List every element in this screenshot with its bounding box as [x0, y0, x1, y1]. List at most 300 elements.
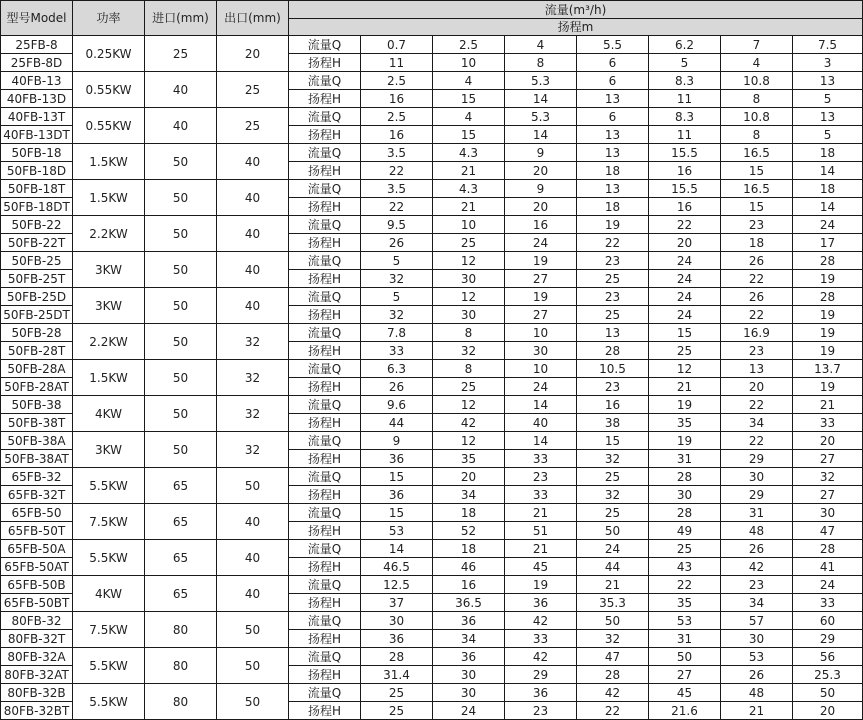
head-label: 扬程H	[289, 198, 361, 216]
flow-value-cell: 13	[721, 360, 793, 378]
head-label: 扬程H	[289, 630, 361, 648]
flow-value-cell: 50	[649, 648, 721, 666]
flow-value-cell: 5	[361, 288, 433, 306]
head-value-cell: 33	[505, 450, 577, 468]
head-value-cell: 33	[793, 594, 863, 612]
head-value-cell: 50	[577, 522, 649, 540]
flow-label: 流量Q	[289, 468, 361, 486]
flow-value-cell: 21	[577, 576, 649, 594]
flow-label: 流量Q	[289, 360, 361, 378]
head-value-cell: 24	[649, 270, 721, 288]
head-value-cell: 25	[577, 306, 649, 324]
outlet-cell: 32	[217, 432, 289, 468]
flow-value-cell: 6	[577, 72, 649, 90]
flow-value-cell: 42	[577, 684, 649, 702]
head-label: 扬程H	[289, 414, 361, 432]
flow-value-cell: 25	[577, 468, 649, 486]
flow-value-cell: 5.3	[505, 72, 577, 90]
flow-value-cell: 5.5	[577, 36, 649, 54]
head-label: 扬程H	[289, 666, 361, 684]
head-value-cell: 26	[721, 666, 793, 684]
head-value-cell: 15	[721, 198, 793, 216]
flow-value-cell: 48	[721, 684, 793, 702]
flow-value-cell: 13	[577, 324, 649, 342]
table-row	[1, 684, 863, 702]
outlet-cell: 25	[217, 108, 289, 144]
power-cell: 1.5KW	[73, 144, 145, 180]
flow-value-cell: 50	[793, 684, 863, 702]
flow-value-cell: 15	[577, 432, 649, 450]
flow-value-cell: 14	[505, 432, 577, 450]
flow-value-cell: 15	[649, 324, 721, 342]
flow-value-cell: 30	[721, 468, 793, 486]
head-value-cell: 11	[649, 126, 721, 144]
flow-label: 流量Q	[289, 216, 361, 234]
head-value-cell: 48	[721, 522, 793, 540]
table-row	[1, 360, 863, 378]
head-value-cell: 25	[649, 342, 721, 360]
model-cell: 50FB-25	[1, 252, 73, 270]
model-cell: 80FB-32	[1, 612, 73, 630]
flow-label: 流量Q	[289, 396, 361, 414]
head-value-cell: 27	[793, 486, 863, 504]
flow-label: 流量Q	[289, 36, 361, 54]
inlet-cell: 80	[145, 648, 217, 684]
flow-value-cell: 22	[721, 432, 793, 450]
flow-value-cell: 3.5	[361, 144, 433, 162]
power-cell: 2.2KW	[73, 324, 145, 360]
head-value-cell: 19	[793, 342, 863, 360]
power-cell: 5.5KW	[73, 648, 145, 684]
power-cell: 4KW	[73, 576, 145, 612]
inlet-cell: 50	[145, 180, 217, 216]
flow-value-cell: 19	[505, 288, 577, 306]
flow-value-cell: 5	[361, 252, 433, 270]
model-cell: 50FB-28AT	[1, 378, 73, 396]
flow-value-cell: 53	[649, 612, 721, 630]
head-value-cell: 21	[721, 702, 793, 720]
flow-value-cell: 5.3	[505, 108, 577, 126]
head-value-cell: 28	[577, 666, 649, 684]
power-cell: 7.5KW	[73, 504, 145, 540]
flow-value-cell: 21	[505, 504, 577, 522]
inlet-cell: 40	[145, 108, 217, 144]
outlet-cell: 32	[217, 396, 289, 432]
outlet-cell: 40	[217, 180, 289, 216]
head-value-cell: 27	[505, 306, 577, 324]
head-value-cell: 34	[433, 630, 505, 648]
flow-value-cell: 28	[793, 288, 863, 306]
head-label: 扬程H	[289, 450, 361, 468]
head-value-cell: 23	[721, 342, 793, 360]
head-value-cell: 35.3	[577, 594, 649, 612]
flow-value-cell: 28	[793, 540, 863, 558]
head-label: 扬程H	[289, 270, 361, 288]
model-cell: 50FB-38	[1, 396, 73, 414]
flow-value-cell: 19	[577, 216, 649, 234]
inlet-cell: 50	[145, 360, 217, 396]
head-value-cell: 44	[577, 558, 649, 576]
head-value-cell: 25	[577, 270, 649, 288]
head-value-cell: 44	[361, 414, 433, 432]
flow-value-cell: 21	[793, 396, 863, 414]
flow-value-cell: 28	[649, 468, 721, 486]
flow-value-cell: 2.5	[361, 108, 433, 126]
model-cell: 65FB-50T	[1, 522, 73, 540]
head-value-cell: 14	[793, 198, 863, 216]
model-cell: 80FB-32B	[1, 684, 73, 702]
power-cell: 4KW	[73, 396, 145, 432]
head-value-cell: 32	[361, 270, 433, 288]
flow-value-cell: 20	[433, 468, 505, 486]
flow-value-cell: 8.3	[649, 72, 721, 90]
flow-value-cell: 24	[793, 216, 863, 234]
power-cell: 3KW	[73, 252, 145, 288]
head-value-cell: 36	[361, 450, 433, 468]
flow-value-cell: 9	[505, 180, 577, 198]
head-value-cell: 36	[361, 630, 433, 648]
table-row	[1, 144, 863, 162]
head-value-cell: 31	[649, 630, 721, 648]
flow-value-cell: 25	[577, 504, 649, 522]
power-cell: 1.5KW	[73, 360, 145, 396]
head-value-cell: 30	[721, 630, 793, 648]
flow-value-cell: 22	[649, 576, 721, 594]
flow-value-cell: 4	[505, 36, 577, 54]
inlet-cell: 50	[145, 432, 217, 468]
table-row	[1, 612, 863, 630]
head-value-cell: 8	[505, 54, 577, 72]
head-value-cell: 13	[577, 126, 649, 144]
outlet-cell: 40	[217, 576, 289, 612]
flow-value-cell: 4.3	[433, 180, 505, 198]
flow-label: 流量Q	[289, 180, 361, 198]
head-value-cell: 22	[577, 702, 649, 720]
outlet-cell: 40	[217, 288, 289, 324]
flow-value-cell: 19	[649, 396, 721, 414]
head-value-cell: 3	[793, 54, 863, 72]
flow-value-cell: 19	[793, 324, 863, 342]
head-value-cell: 19	[793, 306, 863, 324]
head-value-cell: 35	[433, 450, 505, 468]
table-row	[1, 180, 863, 198]
head-value-cell: 34	[721, 594, 793, 612]
head-value-cell: 13	[577, 90, 649, 108]
flow-value-cell: 25	[649, 540, 721, 558]
power-cell: 0.25KW	[73, 36, 145, 72]
head-value-cell: 19	[793, 378, 863, 396]
flow-value-cell: 45	[649, 684, 721, 702]
flow-value-cell: 24	[793, 576, 863, 594]
head-value-cell: 20	[649, 234, 721, 252]
flow-label: 流量Q	[289, 612, 361, 630]
flow-value-cell: 13.7	[793, 360, 863, 378]
model-cell: 25FB-8D	[1, 54, 73, 72]
head-value-cell: 35	[649, 414, 721, 432]
header-power: 功率	[73, 1, 145, 36]
flow-value-cell: 42	[505, 648, 577, 666]
head-value-cell: 32	[577, 450, 649, 468]
flow-value-cell: 56	[793, 648, 863, 666]
flow-label: 流量Q	[289, 648, 361, 666]
flow-value-cell: 19	[649, 432, 721, 450]
head-value-cell: 18	[577, 162, 649, 180]
flow-value-cell: 4	[433, 72, 505, 90]
head-value-cell: 21.6	[649, 702, 721, 720]
head-label: 扬程H	[289, 594, 361, 612]
head-value-cell: 36	[505, 594, 577, 612]
header-flow: 流量(m³/h)	[289, 1, 863, 19]
table-row	[1, 504, 863, 522]
flow-value-cell: 28	[361, 648, 433, 666]
inlet-cell: 50	[145, 396, 217, 432]
head-value-cell: 51	[505, 522, 577, 540]
flow-value-cell: 36	[433, 648, 505, 666]
table-row	[1, 576, 863, 594]
power-cell: 5.5KW	[73, 468, 145, 504]
head-value-cell: 14	[505, 126, 577, 144]
head-value-cell: 24	[505, 234, 577, 252]
head-value-cell: 20	[793, 702, 863, 720]
head-value-cell: 19	[793, 270, 863, 288]
model-cell: 65FB-50	[1, 504, 73, 522]
head-value-cell: 14	[505, 90, 577, 108]
head-value-cell: 30	[433, 666, 505, 684]
flow-value-cell: 7.8	[361, 324, 433, 342]
head-value-cell: 16	[361, 90, 433, 108]
inlet-cell: 50	[145, 324, 217, 360]
model-cell: 40FB-13D	[1, 90, 73, 108]
head-value-cell: 31	[649, 450, 721, 468]
flow-label: 流量Q	[289, 108, 361, 126]
flow-value-cell: 16.5	[721, 180, 793, 198]
model-cell: 65FB-32T	[1, 486, 73, 504]
outlet-cell: 32	[217, 324, 289, 360]
flow-value-cell: 6	[577, 108, 649, 126]
flow-value-cell: 24	[649, 252, 721, 270]
power-cell: 3KW	[73, 432, 145, 468]
flow-value-cell: 10.8	[721, 108, 793, 126]
flow-value-cell: 26	[721, 540, 793, 558]
head-label: 扬程H	[289, 162, 361, 180]
head-value-cell: 27	[649, 666, 721, 684]
table-row	[1, 288, 863, 306]
head-value-cell: 30	[649, 486, 721, 504]
head-value-cell: 32	[577, 630, 649, 648]
flow-value-cell: 13	[577, 180, 649, 198]
flow-label: 流量Q	[289, 288, 361, 306]
head-value-cell: 15	[433, 126, 505, 144]
flow-value-cell: 4.3	[433, 144, 505, 162]
head-label: 扬程H	[289, 486, 361, 504]
outlet-cell: 50	[217, 612, 289, 648]
flow-value-cell: 22	[721, 396, 793, 414]
inlet-cell: 80	[145, 684, 217, 720]
head-value-cell: 22	[577, 234, 649, 252]
flow-label: 流量Q	[289, 432, 361, 450]
head-value-cell: 11	[649, 90, 721, 108]
outlet-cell: 25	[217, 72, 289, 108]
head-value-cell: 53	[361, 522, 433, 540]
inlet-cell: 50	[145, 216, 217, 252]
power-cell: 1.5KW	[73, 180, 145, 216]
head-value-cell: 30	[505, 342, 577, 360]
table-header	[1, 1, 863, 36]
flow-value-cell: 15	[361, 504, 433, 522]
flow-value-cell: 42	[505, 612, 577, 630]
model-cell: 65FB-50AT	[1, 558, 73, 576]
head-value-cell: 20	[505, 198, 577, 216]
inlet-cell: 65	[145, 576, 217, 612]
table-row	[1, 72, 863, 90]
outlet-cell: 40	[217, 504, 289, 540]
header-outlet: 出口(mm)	[217, 1, 289, 36]
flow-value-cell: 10.5	[577, 360, 649, 378]
flow-value-cell: 8	[433, 360, 505, 378]
head-value-cell: 28	[577, 342, 649, 360]
head-value-cell: 11	[361, 54, 433, 72]
flow-value-cell: 26	[721, 252, 793, 270]
head-label: 扬程H	[289, 306, 361, 324]
flow-value-cell: 10	[505, 324, 577, 342]
head-value-cell: 32	[577, 486, 649, 504]
flow-value-cell: 9	[361, 432, 433, 450]
flow-value-cell: 23	[577, 288, 649, 306]
flow-value-cell: 9.6	[361, 396, 433, 414]
model-cell: 80FB-32AT	[1, 666, 73, 684]
head-label: 扬程H	[289, 234, 361, 252]
flow-value-cell: 7.5	[793, 36, 863, 54]
flow-value-cell: 12.5	[361, 576, 433, 594]
flow-value-cell: 0.7	[361, 36, 433, 54]
flow-value-cell: 12	[433, 432, 505, 450]
power-cell: 5.5KW	[73, 684, 145, 720]
flow-value-cell: 25	[361, 684, 433, 702]
flow-value-cell: 2.5	[361, 72, 433, 90]
head-value-cell: 6	[577, 54, 649, 72]
head-value-cell: 25	[361, 702, 433, 720]
model-cell: 40FB-13DT	[1, 126, 73, 144]
head-value-cell: 17	[793, 234, 863, 252]
flow-value-cell: 23	[577, 252, 649, 270]
head-value-cell: 41	[793, 558, 863, 576]
head-value-cell: 29	[505, 666, 577, 684]
head-value-cell: 18	[577, 198, 649, 216]
head-value-cell: 23	[505, 702, 577, 720]
head-value-cell: 16	[649, 162, 721, 180]
flow-value-cell: 12	[433, 252, 505, 270]
flow-value-cell: 14	[361, 540, 433, 558]
head-value-cell: 25	[433, 378, 505, 396]
flow-label: 流量Q	[289, 144, 361, 162]
flow-value-cell: 15	[361, 468, 433, 486]
model-cell: 50FB-28	[1, 324, 73, 342]
model-cell: 50FB-25DT	[1, 306, 73, 324]
flow-value-cell: 19	[505, 576, 577, 594]
outlet-cell: 40	[217, 252, 289, 288]
head-value-cell: 29	[793, 630, 863, 648]
head-value-cell: 47	[793, 522, 863, 540]
head-value-cell: 30	[433, 306, 505, 324]
outlet-cell: 32	[217, 360, 289, 396]
flow-value-cell: 16.5	[721, 144, 793, 162]
head-value-cell: 15	[721, 162, 793, 180]
head-value-cell: 42	[721, 558, 793, 576]
head-value-cell: 38	[577, 414, 649, 432]
flow-value-cell: 28	[649, 504, 721, 522]
model-cell: 40FB-13	[1, 72, 73, 90]
model-cell: 50FB-25D	[1, 288, 73, 306]
flow-value-cell: 23	[721, 216, 793, 234]
model-cell: 50FB-28T	[1, 342, 73, 360]
model-cell: 50FB-18DT	[1, 198, 73, 216]
model-cell: 50FB-38T	[1, 414, 73, 432]
head-value-cell: 16	[361, 126, 433, 144]
head-value-cell: 26	[361, 378, 433, 396]
model-cell: 50FB-18D	[1, 162, 73, 180]
flow-label: 流量Q	[289, 72, 361, 90]
flow-value-cell: 15.5	[649, 144, 721, 162]
head-value-cell: 16	[649, 198, 721, 216]
head-value-cell: 40	[505, 414, 577, 432]
inlet-cell: 50	[145, 288, 217, 324]
head-value-cell: 33	[793, 414, 863, 432]
head-value-cell: 20	[505, 162, 577, 180]
model-cell: 50FB-22	[1, 216, 73, 234]
head-value-cell: 36	[361, 486, 433, 504]
head-value-cell: 32	[361, 306, 433, 324]
model-cell: 80FB-32BT	[1, 702, 73, 720]
head-value-cell: 22	[721, 270, 793, 288]
inlet-cell: 65	[145, 504, 217, 540]
head-value-cell: 22	[361, 162, 433, 180]
header-inlet: 进口(mm)	[145, 1, 217, 36]
flow-value-cell: 7	[721, 36, 793, 54]
outlet-cell: 50	[217, 468, 289, 504]
table-row	[1, 396, 863, 414]
inlet-cell: 50	[145, 144, 217, 180]
outlet-cell: 40	[217, 144, 289, 180]
model-cell: 50FB-22T	[1, 234, 73, 252]
head-value-cell: 33	[361, 342, 433, 360]
inlet-cell: 80	[145, 612, 217, 648]
model-cell: 65FB-50A	[1, 540, 73, 558]
model-cell: 50FB-18T	[1, 180, 73, 198]
model-cell: 65FB-50B	[1, 576, 73, 594]
flow-value-cell: 19	[505, 252, 577, 270]
flow-label: 流量Q	[289, 324, 361, 342]
head-value-cell: 10	[433, 54, 505, 72]
head-value-cell: 32	[433, 342, 505, 360]
flow-value-cell: 9	[505, 144, 577, 162]
power-cell: 5.5KW	[73, 540, 145, 576]
flow-value-cell: 3.5	[361, 180, 433, 198]
model-cell: 40FB-13T	[1, 108, 73, 126]
flow-label: 流量Q	[289, 540, 361, 558]
head-value-cell: 24	[505, 378, 577, 396]
flow-value-cell: 36	[433, 612, 505, 630]
head-value-cell: 20	[721, 378, 793, 396]
head-value-cell: 46.5	[361, 558, 433, 576]
flow-value-cell: 12	[433, 396, 505, 414]
head-value-cell: 34	[721, 414, 793, 432]
outlet-cell: 50	[217, 648, 289, 684]
table-row	[1, 468, 863, 486]
header-model: 型号Model	[1, 1, 73, 36]
model-cell: 80FB-32A	[1, 648, 73, 666]
flow-value-cell: 47	[577, 648, 649, 666]
head-value-cell: 5	[793, 90, 863, 108]
